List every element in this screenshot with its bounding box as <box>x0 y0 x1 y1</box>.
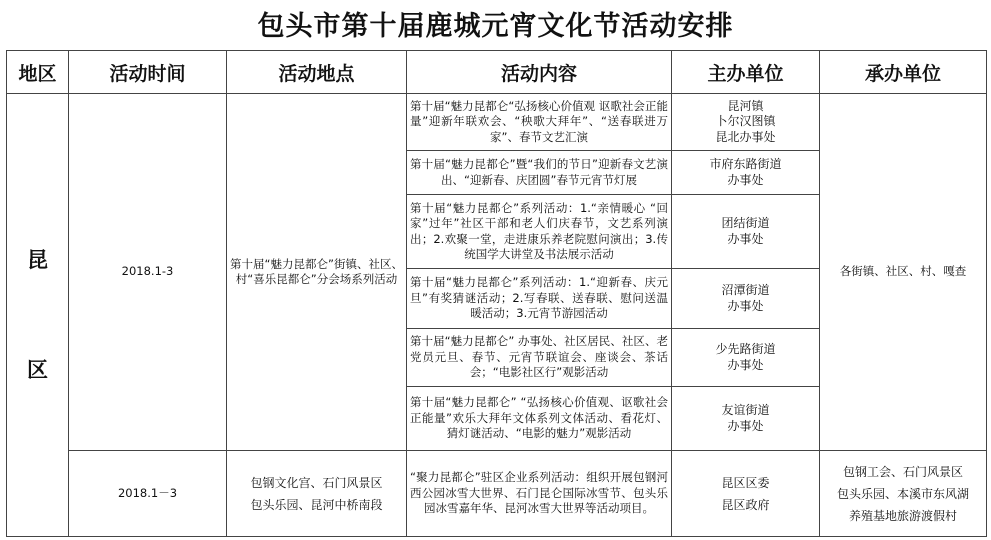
host-text: 沼潭街道 办事处 <box>721 283 770 313</box>
region-char-2: 区 <box>27 358 48 382</box>
content-cell: 第十届“魅力昆都仑”暨“我们的节日”迎新春文艺演出、“迎新春、庆团圆”春节元宵节灯展 <box>407 151 672 195</box>
host-text: 友谊街道 办事处 <box>721 403 770 433</box>
content-cell: 第十届“魅力昆都仑” 办事处、社区居民、社区、老党员元旦、春节、元宵节联谊会、座谈会、茶话会；“电影社区行”观影活动 <box>407 329 672 387</box>
header-content: 活动内容 <box>407 51 672 94</box>
host-text: 市府东路街道 办事处 <box>709 157 782 187</box>
host-cell <box>672 387 820 451</box>
location-cell: 第十届“魅力昆都仑”街镇、社区、村“喜乐昆都仑”分会场系列活动 <box>227 94 407 451</box>
host-text: 昆区区委 昆区政府 <box>721 475 770 512</box>
header-undertaker: 承办单位 <box>820 51 987 94</box>
location-text: 包钢文化宫、石门风景区 包头乐园、昆河中桥南段 <box>250 475 383 512</box>
table-row <box>7 451 987 537</box>
table-row <box>7 94 987 151</box>
location-cell <box>227 451 407 537</box>
undertaker-cell <box>820 451 987 537</box>
host-cell <box>672 94 820 151</box>
content-cell: 第十届“魅力昆都仑” “弘扬核心价值观、讴歌社会正能量”欢乐大拜年文体系列文体活动、看花灯、猜灯谜活动、“电影的魅力”观影活动 <box>407 387 672 451</box>
header-host: 主办单位 <box>672 51 820 94</box>
host-text: 少先路街道 办事处 <box>715 342 776 372</box>
time-cell: 2018.1-3 <box>69 94 227 451</box>
time-cell: 2018.1－3 <box>69 451 227 537</box>
header-location: 活动地点 <box>227 51 407 94</box>
header-row <box>7 51 987 94</box>
schedule-table <box>6 50 987 537</box>
page-title: 包头市第十届鹿城元宵文化节活动安排 <box>257 11 734 42</box>
host-cell <box>672 451 820 537</box>
region-cell <box>7 94 69 537</box>
content-cell: 第十届“魅力昆都仑“弘扬核心价值观 讴歌社会正能量”迎新年联欢会、“秧歌大拜年”、“送春联进万家”、春节文艺汇演 <box>407 94 672 151</box>
host-cell <box>672 151 820 195</box>
content-cell: 第十届“魅力昆都仑”系列活动：1.“亲情暖心 “回家”过年”社区干部和老人们庆春节，文艺系列演出；2.欢聚一堂，走进康乐养老院慰问演出；3.传统国学大讲堂及书法展示活动 <box>407 195 672 269</box>
region-char-1: 昆 <box>27 248 48 272</box>
undertaker-text: 包钢工会、石门风景区 包头乐园、本溪市东风湖 养殖基地旅游渡假村 <box>836 464 969 523</box>
content-cell: “聚力昆都仑”驻区企业系列活动：组织开展包钢河西公园冰雪大世界、石门昆仑国际冰雪节、包头乐园冰雪嘉年华、昆河冰雪大世界等活动项目。 <box>407 451 672 537</box>
host-text: 昆河镇 卜尔汉图镇 昆北办事处 <box>715 98 776 144</box>
header-region: 地区 <box>7 51 69 94</box>
content-cell: 第十届“魅力昆都仑”系列活动：1.“迎新春、庆元旦”有奖猜谜活动；2.写春联、送春联、慰问送温暖活动；3.元宵节游园活动 <box>407 269 672 329</box>
header-time: 活动时间 <box>69 51 227 94</box>
host-cell <box>672 329 820 387</box>
undertaker-cell: 各街镇、社区、村、嘎查 <box>820 94 987 451</box>
host-text: 团结街道 办事处 <box>721 216 770 246</box>
host-cell <box>672 195 820 269</box>
host-cell <box>672 269 820 329</box>
